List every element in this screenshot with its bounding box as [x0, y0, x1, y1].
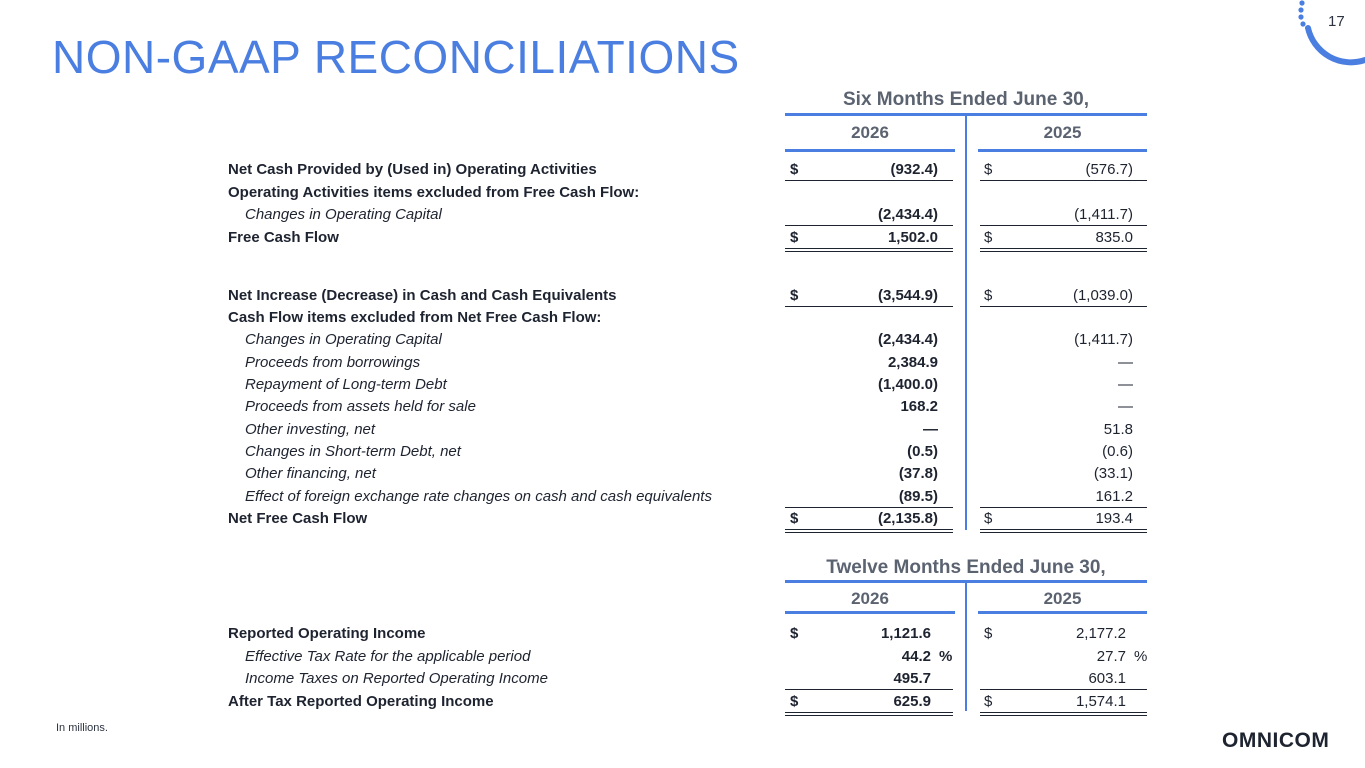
column-header-2026: 2026 — [851, 123, 889, 142]
underline — [785, 306, 953, 307]
value-cell-current: (0.5) — [907, 443, 938, 460]
currency-symbol: $ — [984, 625, 993, 642]
column-header-2026-b: 2026 — [851, 589, 889, 608]
row-label: Cash Flow items excluded from Net Free Cash Flow: — [228, 309, 602, 326]
value-cell-prior: (1,039.0) — [1072, 287, 1133, 304]
page-number: 17 — [1328, 13, 1345, 30]
row-label: Other investing, net — [245, 421, 376, 438]
currency-symbol: $ — [790, 693, 799, 710]
value-cell-prior: (1,411.7) — [1074, 331, 1133, 348]
value-cell-prior: 603.1 — [1088, 670, 1126, 687]
double-underline — [980, 529, 1147, 533]
double-underline — [785, 712, 953, 716]
dotted-arc-decoration-icon — [1290, 0, 1365, 70]
column-rule-2026 — [785, 149, 955, 152]
currency-symbol: $ — [984, 161, 993, 178]
value-cell-prior: 193.4 — [1095, 510, 1133, 527]
double-underline — [785, 248, 953, 252]
row-label: Proceeds from borrowings — [245, 354, 421, 371]
column-header-2025-b: 2025 — [1043, 589, 1082, 608]
value-cell-prior: — — [1118, 376, 1133, 393]
value-cell-current: (89.5) — [898, 488, 938, 505]
column-rule-2026-b — [785, 611, 955, 614]
row-label: Net Free Cash Flow — [228, 510, 368, 527]
column-rule-2025-b — [978, 611, 1147, 614]
percent-sign: % — [1134, 648, 1148, 665]
percent-sign: % — [939, 648, 953, 665]
row-label: Changes in Short-term Debt, net — [245, 443, 461, 460]
value-cell-current: (3,544.9) — [877, 287, 938, 304]
currency-symbol: $ — [790, 229, 799, 246]
row-label: Effect of foreign exchange rate changes on cash and cash equivalents — [245, 488, 712, 505]
currency-symbol: $ — [984, 229, 993, 246]
value-cell-current: (2,434.4) — [877, 331, 938, 348]
underline — [785, 507, 953, 508]
currency-symbol: $ — [984, 693, 993, 710]
currency-symbol: $ — [790, 161, 799, 178]
six-months-header: Six Months Ended June 30, — [843, 89, 1089, 110]
value-cell-current: — — [923, 421, 938, 438]
value-cell-current: 1,502.0 — [887, 229, 938, 246]
row-label: Repayment of Long-term Debt — [245, 376, 447, 393]
twelve-months-header: Twelve Months Ended June 30, — [826, 557, 1106, 578]
double-underline — [980, 712, 1147, 716]
value-cell-prior: (0.6) — [1102, 443, 1133, 460]
row-label: Income Taxes on Reported Operating Income — [245, 670, 548, 687]
value-cell-current: 625.9 — [893, 693, 931, 710]
underline — [980, 225, 1147, 226]
column-divider — [965, 116, 967, 530]
currency-symbol: $ — [790, 287, 799, 304]
omnicom-logo: OMNICOM — [1222, 729, 1330, 752]
footnote: In millions. — [56, 722, 108, 734]
double-underline — [980, 248, 1147, 252]
underline — [980, 180, 1147, 181]
value-cell-current: 495.7 — [893, 670, 931, 687]
value-cell-current: 168.2 — [900, 398, 938, 415]
currency-symbol: $ — [984, 287, 993, 304]
value-cell-prior: 835.0 — [1095, 229, 1133, 246]
row-label: Proceeds from assets held for sale — [245, 398, 476, 415]
row-label: After Tax Reported Operating Income — [228, 693, 494, 710]
column-header-2025: 2025 — [1043, 123, 1082, 142]
row-label: Net Increase (Decrease) in Cash and Cash Equivalents — [228, 287, 617, 304]
value-cell-prior: 51.8 — [1103, 421, 1133, 438]
value-cell-current: 44.2 — [901, 648, 931, 665]
value-cell-current: (1,400.0) — [877, 376, 938, 393]
value-cell-prior: (33.1) — [1093, 465, 1133, 482]
row-label: Other financing, net — [245, 465, 376, 482]
row-label: Operating Activities items excluded from Free Cash Flow: — [228, 184, 640, 201]
value-cell-prior: 2,177.2 — [1075, 625, 1126, 642]
row-label: Changes in Operating Capital — [245, 206, 442, 223]
row-label: Changes in Operating Capital — [245, 331, 442, 348]
value-cell-prior: — — [1118, 354, 1133, 371]
row-label: Net Cash Provided by (Used in) Operating Activities — [228, 161, 597, 178]
underline — [980, 507, 1147, 508]
value-cell-current: 2,384.9 — [887, 354, 938, 371]
column-rule-2025 — [978, 149, 1147, 152]
row-label: Free Cash Flow — [228, 229, 339, 246]
value-cell-current: (2,135.8) — [877, 510, 938, 527]
value-cell-prior: 1,574.1 — [1075, 693, 1126, 710]
underline — [785, 225, 953, 226]
currency-symbol: $ — [790, 625, 799, 642]
value-cell-prior: (1,411.7) — [1074, 206, 1133, 223]
underline — [980, 689, 1147, 690]
row-label: Effective Tax Rate for the applicable period — [245, 648, 531, 665]
underline — [785, 180, 953, 181]
underline — [785, 689, 953, 690]
value-cell-prior: (576.7) — [1085, 161, 1133, 178]
value-cell-prior: 161.2 — [1095, 488, 1133, 505]
column-divider-2 — [965, 583, 967, 711]
value-cell-prior: 27.7 — [1096, 648, 1126, 665]
value-cell-prior: — — [1118, 398, 1133, 415]
value-cell-current: (2,434.4) — [877, 206, 938, 223]
currency-symbol: $ — [984, 510, 993, 527]
row-label: Reported Operating Income — [228, 625, 426, 642]
value-cell-current: (932.4) — [890, 161, 938, 178]
page-title: NON-GAAP RECONCILIATIONS — [52, 31, 740, 83]
underline — [980, 306, 1147, 307]
value-cell-current: (37.8) — [898, 465, 938, 482]
currency-symbol: $ — [790, 510, 799, 527]
double-underline — [785, 529, 953, 533]
value-cell-current: 1,121.6 — [880, 625, 931, 642]
